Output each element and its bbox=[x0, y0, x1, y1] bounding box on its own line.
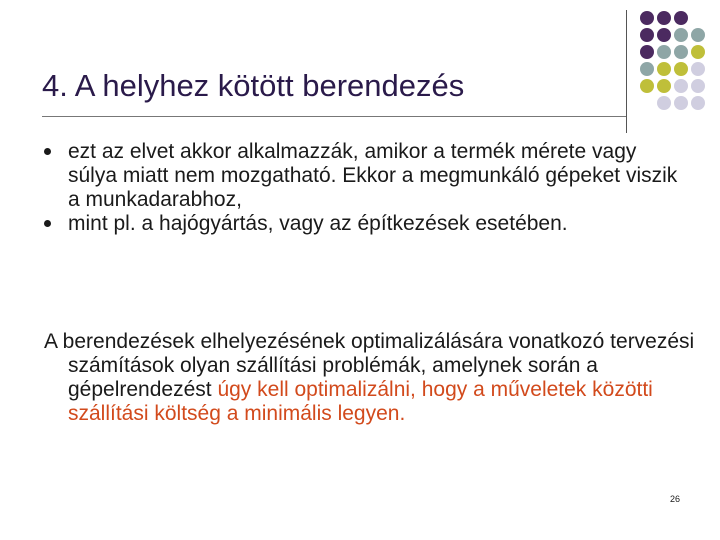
decorative-dot bbox=[657, 45, 671, 59]
decorative-dot bbox=[691, 79, 705, 93]
slide-title: 4. A helyhez kötött berendezés bbox=[42, 68, 465, 103]
bullet-list bbox=[44, 140, 684, 236]
decorative-dot bbox=[674, 11, 688, 25]
page-number: 26 bbox=[669, 494, 680, 504]
body-paragraph bbox=[44, 330, 708, 426]
bullet-item bbox=[44, 212, 684, 236]
decorative-dot bbox=[640, 79, 654, 93]
decorative-dot bbox=[640, 62, 654, 76]
bullet-text: mint pl. a hajógyártás, vagy az építkezések esetében. bbox=[68, 212, 568, 235]
decorative-dot bbox=[691, 62, 705, 76]
decorative-dot bbox=[640, 11, 654, 25]
decorative-dot bbox=[674, 62, 688, 76]
bullet-dot-icon bbox=[44, 148, 51, 155]
decorative-dot bbox=[674, 79, 688, 93]
decorative-dot bbox=[657, 62, 671, 76]
decorative-dot bbox=[657, 79, 671, 93]
decorative-dot bbox=[674, 45, 688, 59]
bullet-dot-icon bbox=[44, 220, 51, 227]
decorative-dot bbox=[640, 28, 654, 42]
decorative-dot bbox=[691, 28, 705, 42]
decorative-dot bbox=[657, 11, 671, 25]
decorative-dot bbox=[674, 96, 688, 110]
decorative-dot bbox=[691, 45, 705, 59]
decorative-dot bbox=[674, 28, 688, 42]
decorative-dot bbox=[657, 28, 671, 42]
decorative-dot bbox=[691, 96, 705, 110]
decorative-dot bbox=[657, 96, 671, 110]
paragraph-text: A berendezések elhelyezésének optimalizálására vonatkozó tervezési számítások olyan szállítási problémák, amelynek során a gépelrendezést bbox=[44, 330, 695, 401]
bullet-item bbox=[44, 140, 684, 212]
bullet-text: ezt az elvet akkor alkalmazzák, amikor a termék mérete vagy súlya miatt nem mozgatható. Ekkor a megmunkáló gépeket viszik a munkadarabhoz, bbox=[68, 140, 678, 211]
decorative-dot bbox=[640, 45, 654, 59]
paragraph-highlight: úgy kell optimalizálni, hogy a műveletek közötti szállítási költség a minimális legyen. bbox=[68, 378, 653, 425]
